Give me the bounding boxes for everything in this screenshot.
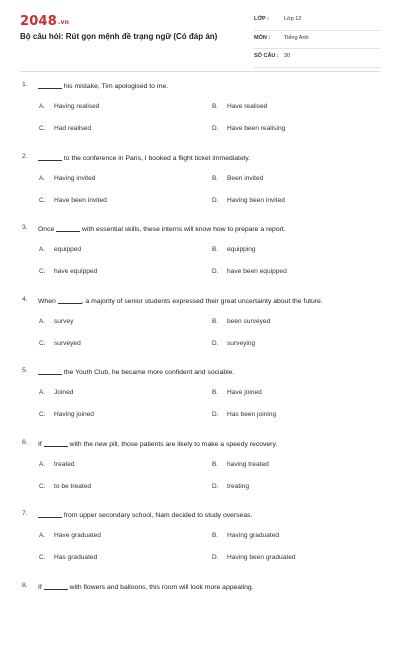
option-b[interactable]	[212, 175, 263, 182]
question-text-before: When	[38, 297, 58, 305]
option-text: surveying	[227, 339, 256, 347]
option-text: have been equipped	[227, 268, 287, 275]
meta-class	[254, 14, 380, 31]
meta-count-label: SỐ CÂU :	[254, 53, 279, 59]
option-letter: A.	[39, 317, 46, 325]
header-divider	[20, 71, 380, 72]
option-text: Been invited	[227, 174, 264, 182]
option-text: Having realised	[54, 103, 100, 110]
option-b[interactable]	[212, 389, 262, 396]
question-item	[0, 76, 400, 148]
option-letter: C.	[39, 125, 46, 132]
option-letter: A.	[39, 532, 46, 539]
option-letter: A.	[39, 103, 46, 110]
page-title: Bộ câu hỏi: Rút gọn mệnh đề trạng ngữ (Có đáp án)	[20, 32, 218, 41]
option-letter: B.	[212, 460, 219, 468]
answer-blank	[38, 367, 62, 375]
option-letter: D.	[212, 339, 219, 347]
question-text-after: to the conference in Paris, I booked a flight ticket immediately.	[62, 154, 251, 162]
option-text: Have been realising	[227, 125, 286, 132]
option-text: Having graduated	[227, 532, 280, 539]
answer-blank	[58, 296, 82, 304]
question-item	[0, 362, 400, 434]
option-text: Have been invited	[54, 196, 107, 204]
question-number: 5.	[22, 367, 28, 374]
option-text: Have graduated	[54, 532, 101, 539]
question-text-after: , a majority of senior students expressed their great uncertainty about the future.	[81, 297, 323, 305]
option-text: Joined	[54, 389, 74, 396]
question-text-after: his mistake, Tim apologised to me.	[62, 83, 169, 90]
option-text: Have realised	[227, 103, 268, 110]
option-text: been surveyed	[227, 317, 271, 325]
question-text	[38, 224, 286, 233]
question-number: 7.	[22, 510, 28, 517]
option-letter: C.	[39, 411, 46, 418]
meta-subject-label: MÔN :	[254, 34, 271, 41]
option-c[interactable]	[39, 340, 81, 347]
option-text: Having been graduated	[227, 554, 296, 561]
option-c[interactable]	[39, 125, 91, 132]
meta-class-value: Lớp 12	[284, 16, 302, 22]
question-number: 4.	[22, 295, 28, 303]
option-text: Has graduated	[54, 554, 98, 561]
option-b[interactable]	[212, 318, 270, 325]
question-text-before: If	[38, 583, 44, 591]
option-c[interactable]	[39, 411, 94, 418]
question-text-after: with essential skills, these interns will know how to prepare a report.	[80, 226, 286, 233]
option-c[interactable]	[39, 554, 97, 561]
option-letter: A.	[39, 460, 46, 468]
option-letter: D.	[212, 268, 219, 275]
question-number: 2.	[22, 152, 28, 160]
option-letter: C.	[39, 554, 46, 561]
meta-subject	[254, 33, 380, 50]
question-number: 1.	[22, 81, 28, 88]
logo-tld: .vn	[57, 19, 70, 26]
option-letter: B.	[212, 103, 219, 110]
option-text: Had realised	[54, 125, 92, 132]
option-letter: A.	[39, 389, 46, 396]
logo-text: 2048	[20, 14, 57, 29]
option-letter: A.	[39, 174, 46, 182]
option-b[interactable]	[212, 246, 256, 253]
question-text-after: with the new pill, those patients are likely to make a speedy recovery.	[67, 440, 278, 448]
answer-blank	[38, 510, 62, 518]
answer-blank	[56, 224, 80, 232]
question-item	[0, 434, 400, 506]
option-d[interactable]	[212, 483, 249, 490]
question-text-after: the Youth Club, he became more confident and sociable.	[62, 369, 235, 376]
question-text-before: Once	[38, 226, 57, 233]
option-text: treating	[227, 482, 249, 490]
option-a[interactable]	[39, 246, 81, 253]
option-letter: C.	[39, 339, 46, 347]
question-text-after: from upper secondary school, Nam decided to study overseas.	[62, 512, 253, 519]
option-a[interactable]	[39, 532, 101, 539]
option-d[interactable]	[212, 268, 287, 275]
meta-count	[254, 51, 380, 68]
option-a[interactable]	[39, 389, 73, 396]
question-text	[38, 510, 252, 519]
question-number: 6.	[22, 438, 28, 446]
option-letter: B.	[212, 532, 219, 539]
option-text: Has been joining	[227, 411, 277, 418]
option-text: treated	[54, 460, 75, 468]
meta-subject-value: Tiếng Anh	[284, 34, 309, 41]
option-d[interactable]	[212, 125, 285, 132]
option-letter: B.	[212, 174, 219, 182]
option-letter: B.	[212, 389, 219, 396]
option-letter: B.	[212, 317, 219, 325]
option-text: Having been invited	[227, 196, 285, 204]
document-meta	[254, 14, 380, 70]
option-letter: C.	[39, 482, 46, 490]
option-d[interactable]	[212, 554, 296, 561]
option-text: surveyed	[54, 339, 81, 347]
question-item	[0, 219, 400, 291]
question-text	[38, 153, 250, 162]
option-letter: C.	[39, 268, 46, 275]
option-letter: A.	[39, 246, 46, 253]
option-letter: D.	[212, 482, 219, 490]
option-a[interactable]	[39, 318, 73, 325]
question-text	[38, 296, 323, 305]
question-text	[38, 439, 277, 448]
option-d[interactable]	[212, 197, 285, 204]
option-b[interactable]	[212, 103, 267, 110]
option-letter: D.	[212, 554, 219, 561]
question-number: 3.	[22, 224, 28, 231]
option-letter: D.	[212, 125, 219, 132]
question-text	[38, 582, 254, 591]
meta-count-value: 30	[284, 53, 291, 59]
question-text-after: with flowers and balloons, this room will look more appealing.	[67, 583, 254, 591]
question-item	[0, 291, 400, 363]
option-b[interactable]	[212, 461, 269, 468]
question-text	[38, 81, 168, 90]
option-d[interactable]	[212, 411, 276, 418]
answer-blank	[38, 81, 62, 89]
question-item	[0, 577, 400, 649]
option-letter: D.	[212, 196, 219, 204]
answer-blank	[38, 153, 62, 161]
option-letter: B.	[212, 246, 219, 253]
option-c[interactable]	[39, 197, 107, 204]
page-header	[0, 0, 400, 62]
option-text: Having joined	[54, 411, 94, 418]
question-number: 8.	[22, 581, 28, 589]
question-text-before: If	[38, 440, 44, 448]
option-text: to be treated	[54, 482, 92, 490]
option-text: equipped	[54, 246, 82, 253]
option-a[interactable]	[39, 175, 95, 182]
option-d[interactable]	[212, 340, 255, 347]
question-item	[0, 148, 400, 220]
option-a[interactable]	[39, 103, 99, 110]
option-letter: C.	[39, 196, 46, 204]
answer-blank	[44, 582, 68, 590]
option-text: Have joined	[227, 389, 262, 396]
option-c[interactable]	[39, 268, 97, 275]
option-text: equipping	[227, 246, 256, 253]
option-c[interactable]	[39, 483, 91, 490]
question-text	[38, 367, 234, 376]
option-letter: D.	[212, 411, 219, 418]
option-text: survey	[54, 317, 74, 325]
site-logo[interactable]	[20, 14, 69, 29]
option-text: Having invited	[54, 174, 96, 182]
answer-blank	[44, 439, 68, 447]
meta-class-label: LỚP :	[254, 16, 269, 22]
option-a[interactable]	[39, 461, 75, 468]
option-b[interactable]	[212, 532, 279, 539]
question-item	[0, 505, 400, 577]
option-text: have equipped	[54, 268, 98, 275]
option-text: having treated	[227, 460, 269, 468]
